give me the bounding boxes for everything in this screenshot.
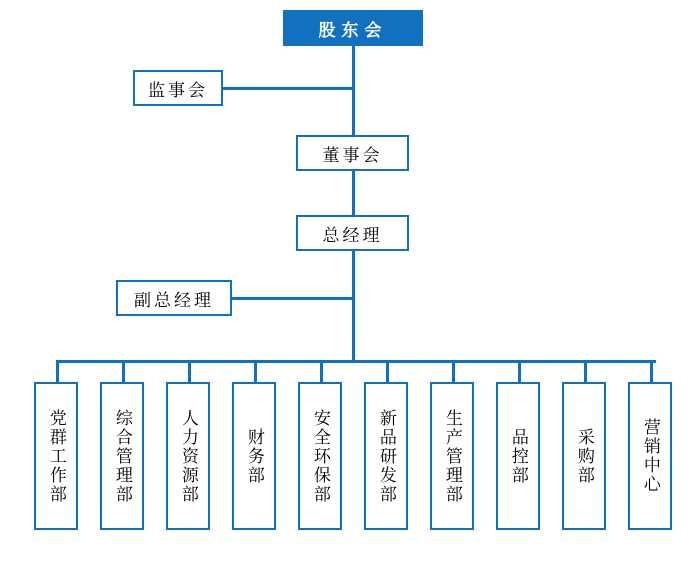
dept-rd-label: 新品研发部 xyxy=(376,408,396,504)
dept-finance[interactable] xyxy=(232,382,276,530)
connector-dept-3 xyxy=(188,360,191,382)
node-shareholders-meeting-label: 股东会 xyxy=(318,20,388,40)
dept-rd[interactable] xyxy=(364,382,408,530)
node-board-of-directors[interactable] xyxy=(296,135,409,171)
dept-purchasing[interactable] xyxy=(562,382,606,530)
dept-party-label: 党群工作部 xyxy=(46,408,66,504)
connector-dept-8 xyxy=(518,360,521,382)
dept-production-label: 生产管理部 xyxy=(442,408,462,504)
connector-dgm-to-spine xyxy=(232,297,354,300)
node-supervisory-board[interactable] xyxy=(133,70,223,106)
node-general-manager-label: 总经理 xyxy=(322,225,383,245)
connector-dept-2 xyxy=(122,360,125,382)
dept-safety-label: 安全环保部 xyxy=(310,408,330,504)
dept-finance-label: 财务部 xyxy=(244,427,264,485)
connector-shareholders-to-bottom xyxy=(352,44,355,362)
dept-hr[interactable] xyxy=(166,382,210,530)
dept-party[interactable] xyxy=(34,382,78,530)
dept-purchasing-label: 采购部 xyxy=(574,427,594,485)
connector-dept-7 xyxy=(452,360,455,382)
dept-production[interactable] xyxy=(430,382,474,530)
connector-supervisory-to-spine xyxy=(222,87,354,90)
dept-safety[interactable] xyxy=(298,382,342,530)
dept-admin[interactable] xyxy=(100,382,144,530)
dept-admin-label: 综合管理部 xyxy=(112,408,132,504)
dept-marketing-label: 营销中心 xyxy=(640,418,660,494)
connector-dept-6 xyxy=(386,360,389,382)
dept-qc-label: 品控部 xyxy=(508,427,528,485)
dept-hr-label: 人力资源部 xyxy=(178,408,198,504)
node-supervisory-board-label: 监事会 xyxy=(148,80,208,100)
dept-qc[interactable] xyxy=(496,382,540,530)
connector-dept-4 xyxy=(254,360,257,382)
node-deputy-general-manager-label: 副总经理 xyxy=(134,290,214,310)
connector-departments-bus xyxy=(56,360,656,363)
connector-dept-5 xyxy=(320,360,323,382)
node-shareholders-meeting[interactable] xyxy=(283,10,423,46)
dept-marketing[interactable] xyxy=(628,382,672,530)
connector-dept-9 xyxy=(584,360,587,382)
node-board-of-directors-label: 董事会 xyxy=(322,145,383,165)
connector-dept-1 xyxy=(56,360,59,382)
node-deputy-general-manager[interactable] xyxy=(116,280,232,316)
connector-dept-10 xyxy=(650,360,653,382)
node-general-manager[interactable] xyxy=(296,215,409,251)
